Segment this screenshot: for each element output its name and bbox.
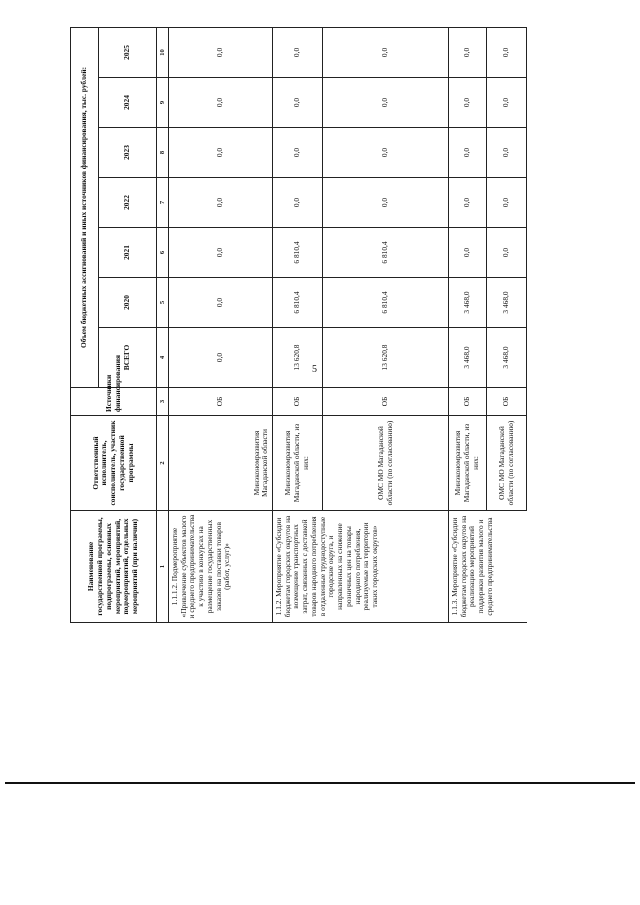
column-number: 2: [157, 416, 169, 511]
header-year: 2025: [99, 27, 157, 77]
row-value: 0,0: [169, 128, 273, 178]
row-source: ОБ: [273, 388, 323, 416]
row-source: ОБ: [487, 388, 527, 416]
header-year: 2021: [99, 228, 157, 278]
row-value: 0,0: [449, 228, 487, 278]
row-name: 1.1.3. Мероприятие «Субсидии бюджетам городских округов на реализацию мероприятий поддержки развития малого и среднего предпринимательства: [449, 511, 527, 623]
row-name: 1.1.2. Мероприятие «Субсидии бюджетам городских округов на возмещение транспортных затрат, связанных с доставкой товаров народного потребления в отдаленные труднодоступные городские округа, и направленных на снижение розничных цен на товары народного потребления, реализуемые на территории таких городских округов»: [273, 511, 449, 623]
row-executor: Минэкономразвития Магаданской области: [169, 416, 273, 511]
column-number-row: [157, 27, 169, 622]
row-value: 0,0: [273, 178, 323, 228]
row-value: 0,0: [169, 328, 273, 388]
row-value: 0,0: [449, 27, 487, 77]
column-number: 5: [157, 278, 169, 328]
row-value: 0,0: [273, 128, 323, 178]
row-value: 3 468,0: [487, 278, 527, 328]
row-value: 0,0: [487, 178, 527, 228]
column-number: 9: [157, 78, 169, 128]
row-executor: ОМС МО Магаданской области (по согласованию): [323, 416, 449, 511]
row-value: 6 810,4: [273, 278, 323, 328]
table-row: [169, 27, 273, 622]
column-number: 3: [157, 388, 169, 416]
row-value: 0,0: [323, 178, 449, 228]
column-number: 7: [157, 178, 169, 228]
row-source: ОБ: [323, 388, 449, 416]
column-number: 4: [157, 328, 169, 388]
row-source: ОБ: [449, 388, 487, 416]
row-value: 0,0: [273, 78, 323, 128]
row-value: 0,0: [169, 78, 273, 128]
row-value: 0,0: [487, 228, 527, 278]
horizontal-rule: [5, 782, 635, 784]
row-value: 0,0: [169, 27, 273, 77]
page-number: 5: [312, 364, 317, 375]
row-value: 6 810,4: [323, 278, 449, 328]
financing-table: [70, 27, 527, 623]
header-year: 2023: [99, 128, 157, 178]
column-number: 1: [157, 511, 169, 623]
column-number: 8: [157, 128, 169, 178]
row-value: 0,0: [487, 128, 527, 178]
column-number: 6: [157, 228, 169, 278]
row-executor: ОМС МО Магаданской области (по согласованию): [487, 416, 527, 511]
header-executor: Ответственный исполнитель, соисполнитель, участник государственной программы: [71, 416, 157, 511]
header-source: Источники финансирования: [71, 388, 157, 416]
table-row: [449, 27, 487, 622]
table-row: [273, 27, 323, 622]
rotated-table-container: [70, 28, 550, 623]
header-year: ВСЕГО: [99, 328, 157, 388]
row-value: 0,0: [487, 27, 527, 77]
header-year: 2024: [99, 78, 157, 128]
row-value: 0,0: [323, 27, 449, 77]
row-value: 3 468,0: [487, 328, 527, 388]
row-name: 1.1.1.2. Подмероприятие «Привлечение субъектов малого и среднего предпринимательства к участию в конкурсах на размещение государственных заказов на поставки товаров (работ, услуг)»: [169, 511, 273, 623]
row-value: 0,0: [323, 128, 449, 178]
row-executor: Минэкономразвития Магаданской области, из них:: [449, 416, 487, 511]
column-number: 10: [157, 27, 169, 77]
row-value: 0,0: [323, 78, 449, 128]
row-value: 6 810,4: [273, 228, 323, 278]
row-value: 13 620,8: [323, 328, 449, 388]
header-volume: Объем бюджетных ассигнований и иных источников финансирования, тыс. рублей:: [71, 27, 99, 387]
row-value: 0,0: [169, 278, 273, 328]
row-executor: Минэкономразвития Магаданской области, из них:: [273, 416, 323, 511]
row-value: 0,0: [169, 228, 273, 278]
row-value: 0,0: [449, 178, 487, 228]
row-value: 0,0: [487, 78, 527, 128]
row-value: 3 468,0: [449, 278, 487, 328]
row-value: 13 620,8: [273, 328, 323, 388]
row-source: ОБ: [169, 388, 273, 416]
header-year: 2022: [99, 178, 157, 228]
row-value: 0,0: [449, 78, 487, 128]
row-value: 0,0: [169, 178, 273, 228]
row-value: 0,0: [449, 128, 487, 178]
row-value: 6 810,4: [323, 228, 449, 278]
header-name: Наименование государственной программы, подпрограммы, основных мероприятий, мероприятий, подмероприятий, отдельных мероприятий (при наличии): [71, 511, 157, 623]
row-value: 3 468,0: [449, 328, 487, 388]
header-row-1: [71, 27, 99, 622]
header-year: 2020: [99, 278, 157, 328]
row-value: 0,0: [273, 27, 323, 77]
